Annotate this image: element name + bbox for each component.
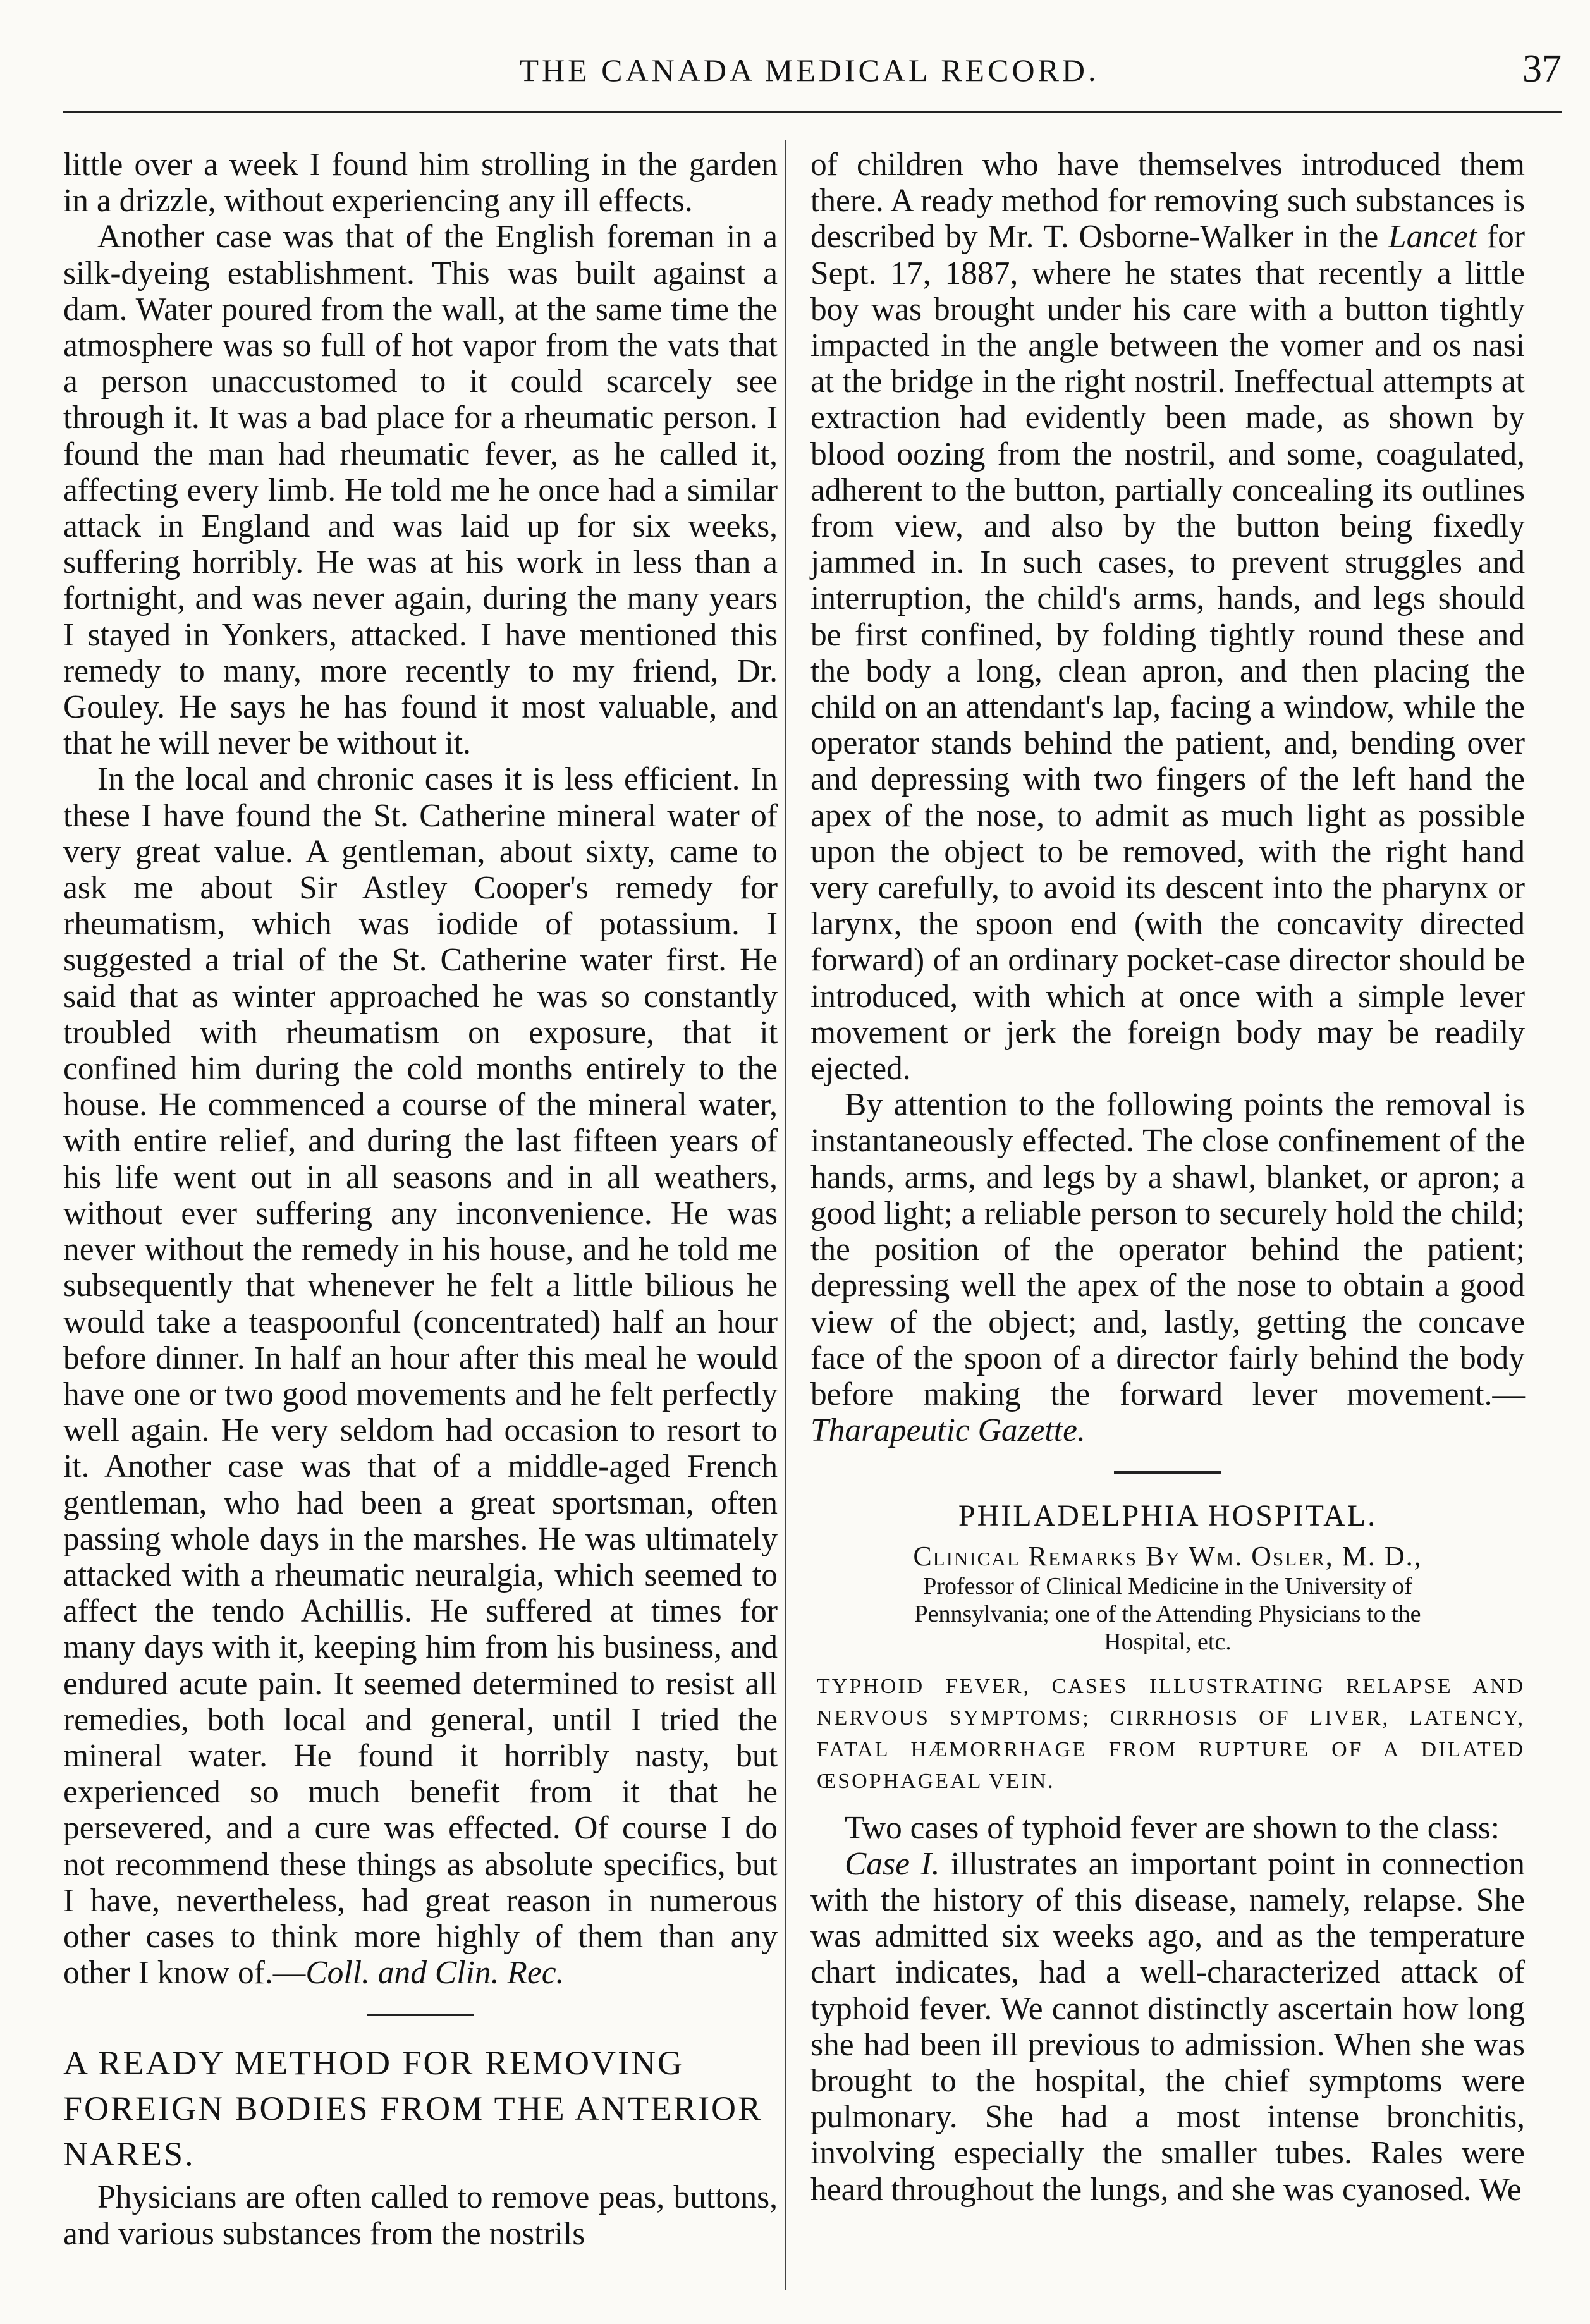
paragraph [810, 1087, 1525, 1448]
paragraph-text: for Sept. 17, 1887, where he states that recently a little boy was brought under his care with a button tightly impacted in the angle between the vomer and os nasi at the bridge in the right nostril. Ineffectual attempts at extraction had evidently been made, as shown by blood oozing from the nostril, and some, coagulated, adherent to the button, partially concealing its outlines from view, and also by the button being fixedly jammed in. In such cases, to prevent struggles and interruption, the child's arms, hands, and legs should be first confined, by folding tightly round these and the body a long, clean apron, and then placing the child on an attendant's lap, facing a window, while the operator stands behind the patient, and, bending over and depressing with two fingers of the left hand the apex of the nose, to admit as much light as possible upon the object to be removed, with the right hand very carefully, to avoid its descent into the pharynx or larynx, the spoon end (with the concavity directed forward) of an ordinary pocket-case director should be introduced, with which at once with a simple lever movement or jerk the foreign body may be readily ejected. [810, 219, 1526, 1087]
source-citation: Tharapeutic Gazette. [810, 1412, 1085, 1449]
header-rule [63, 111, 1562, 113]
right-column [810, 147, 1525, 2208]
section-subtitle: TYPHOID FEVER, CASES ILLUSTRATING RELAPSE AND NERVOUS SYMPTOMS; CIRRHOSIS OF LIVER, LATENCY, FATAL HÆMORRHAGE FROM RUPTURE OF A DILATED ŒSOPHAGEAL VEIN. [817, 1674, 1525, 1793]
running-title: THE CANADA MEDICAL RECORD. [519, 52, 1099, 88]
page-number: 37 [1522, 47, 1562, 90]
article-title: A READY METHOD FOR REMOVING FOREIGN BODIES FROM THE ANTERIOR NARES. [63, 2044, 763, 2174]
column-divider [785, 140, 786, 2290]
page-header [57, 38, 1562, 114]
case-label: Case I. [845, 1845, 940, 1882]
paragraph-text: of children who have themselves introduced them there. A ready method for removing such substances is described by Mr. T. Osborne-Walker in the [810, 147, 1525, 255]
journal-name: Lancet [1388, 219, 1477, 255]
paragraph [810, 1846, 1525, 2208]
paragraph-text: In the local and chronic cases it is less efficient. In these I have found the St. Catherine mineral water of very great value. A gentleman, about sixty, came to ask me about Sir Astley Cooper's remedy for rheumatism, which was iodide of potassium. I suggested a trial of the St. Catherine water first. He said that as winter approached he was so constantly troubled with rheumatism on exposure, that it confined him during the cold months entirely to the house. He commenced a course of the mineral water, with entire relief, and during the last fifteen years of his life went out in all seasons and in all weathers, without ever suffering any inconvenience. He was never without the remedy in his house, and he told me subsequently that whenever he felt a little bilious he would take a teaspoonful (concentrated) half an hour before dinner. In half an hour after this meal he would have one or two good movements and he felt perfectly well again. He very seldom had occasion to resort to it. Another case was that of a middle-aged French gentleman, who had been a great sportsman, often passing whole days in the marshes. He was ultimately attacked with a rheumatic neuralgia, which seemed to affect the tendo Achillis. He suffered at times for many days with it, keeping him from his business, and endured acute pain. It seemed determined to resist all remedies, both local and general, until I tried the mineral water. He found it horribly nasty, but experienced so much benefit from it that he persevered, and a cure was effected. Of course I do not recommend these things as absolute specifics, but I have, nevertheless, had great reason in numerous other cases to think more highly of them than any other I know of.— [63, 761, 778, 1991]
section-rule [1114, 1471, 1221, 1474]
section-rule [367, 2014, 474, 2016]
paragraph [63, 761, 778, 1991]
author-byline: Clinical Remarks By Wm. Osler, M. D., [913, 1540, 1422, 1572]
paragraph [810, 147, 1525, 1087]
author-affiliation: Professor of Clinical Medicine in the University of Pennsylvania; one of the Attending Physicians to the Hospital, etc. [914, 1572, 1421, 1655]
paragraph: little over a week I found him strolling in the garden in a drizzle, without experiencing any ill effects. [63, 147, 778, 219]
paragraph: Physicians are often called to remove peas, buttons, and various substances from the nostrils [63, 2179, 778, 2252]
paragraph-text: By attention to the following points the removal is instantaneously effected. The close confinement of the hands, arms, and legs by a shawl, blanket, or apron; a good light; a reliable person to securely hold the child; the position of the operator behind the patient; depressing well the apex of the nose to obtain a good view of the object; and, lastly, getting the concave face of the spoon of a director fairly behind the body before making the forward lever movement.— [810, 1087, 1525, 1412]
paragraph: Another case was that of the English foreman in a silk-dyeing establishment. This was built against a dam. Water poured from the wall, at the same time the atmosphere was so full of hot vapor from the vats that a person unaccustomed to it could scarcely see through it. It was a bad place for a rheumatic person. I found the man had rheumatic fever, as he called it, affecting every limb. He told me he once had a similar attack in England and was laid up for six weeks, suffering horribly. He was at his work in less than a fortnight, and was never again, during the many years I stayed in Yonkers, attacked. I have mentioned this remedy to many, more recently to my friend, Dr. Gouley. He says he has found it most valuable, and that he will never be without it. [63, 219, 778, 762]
paragraph-text: illustrates an important point in connection with the history of this disease, namely, relapse. She was admitted six weeks ago, and as the temperature chart indicates, had a well-characterized attack of typhoid fever. We cannot distinctly ascertain how long she had been ill previous to admission. When she was brought to the hospital, the chief symptoms were pulmonary. She had a most intense bronchitis, involving especially the smaller tubes. Rales were heard throughout the lungs, and she was cyanosed. We [810, 1845, 1525, 2208]
section-title: PHILADELPHIA HOSPITAL. [958, 1499, 1378, 1533]
source-citation: Coll. and Clin. Rec. [305, 1955, 565, 1991]
paragraph: Two cases of typhoid fever are shown to the class: [845, 1809, 1500, 1846]
left-column [63, 147, 778, 2252]
